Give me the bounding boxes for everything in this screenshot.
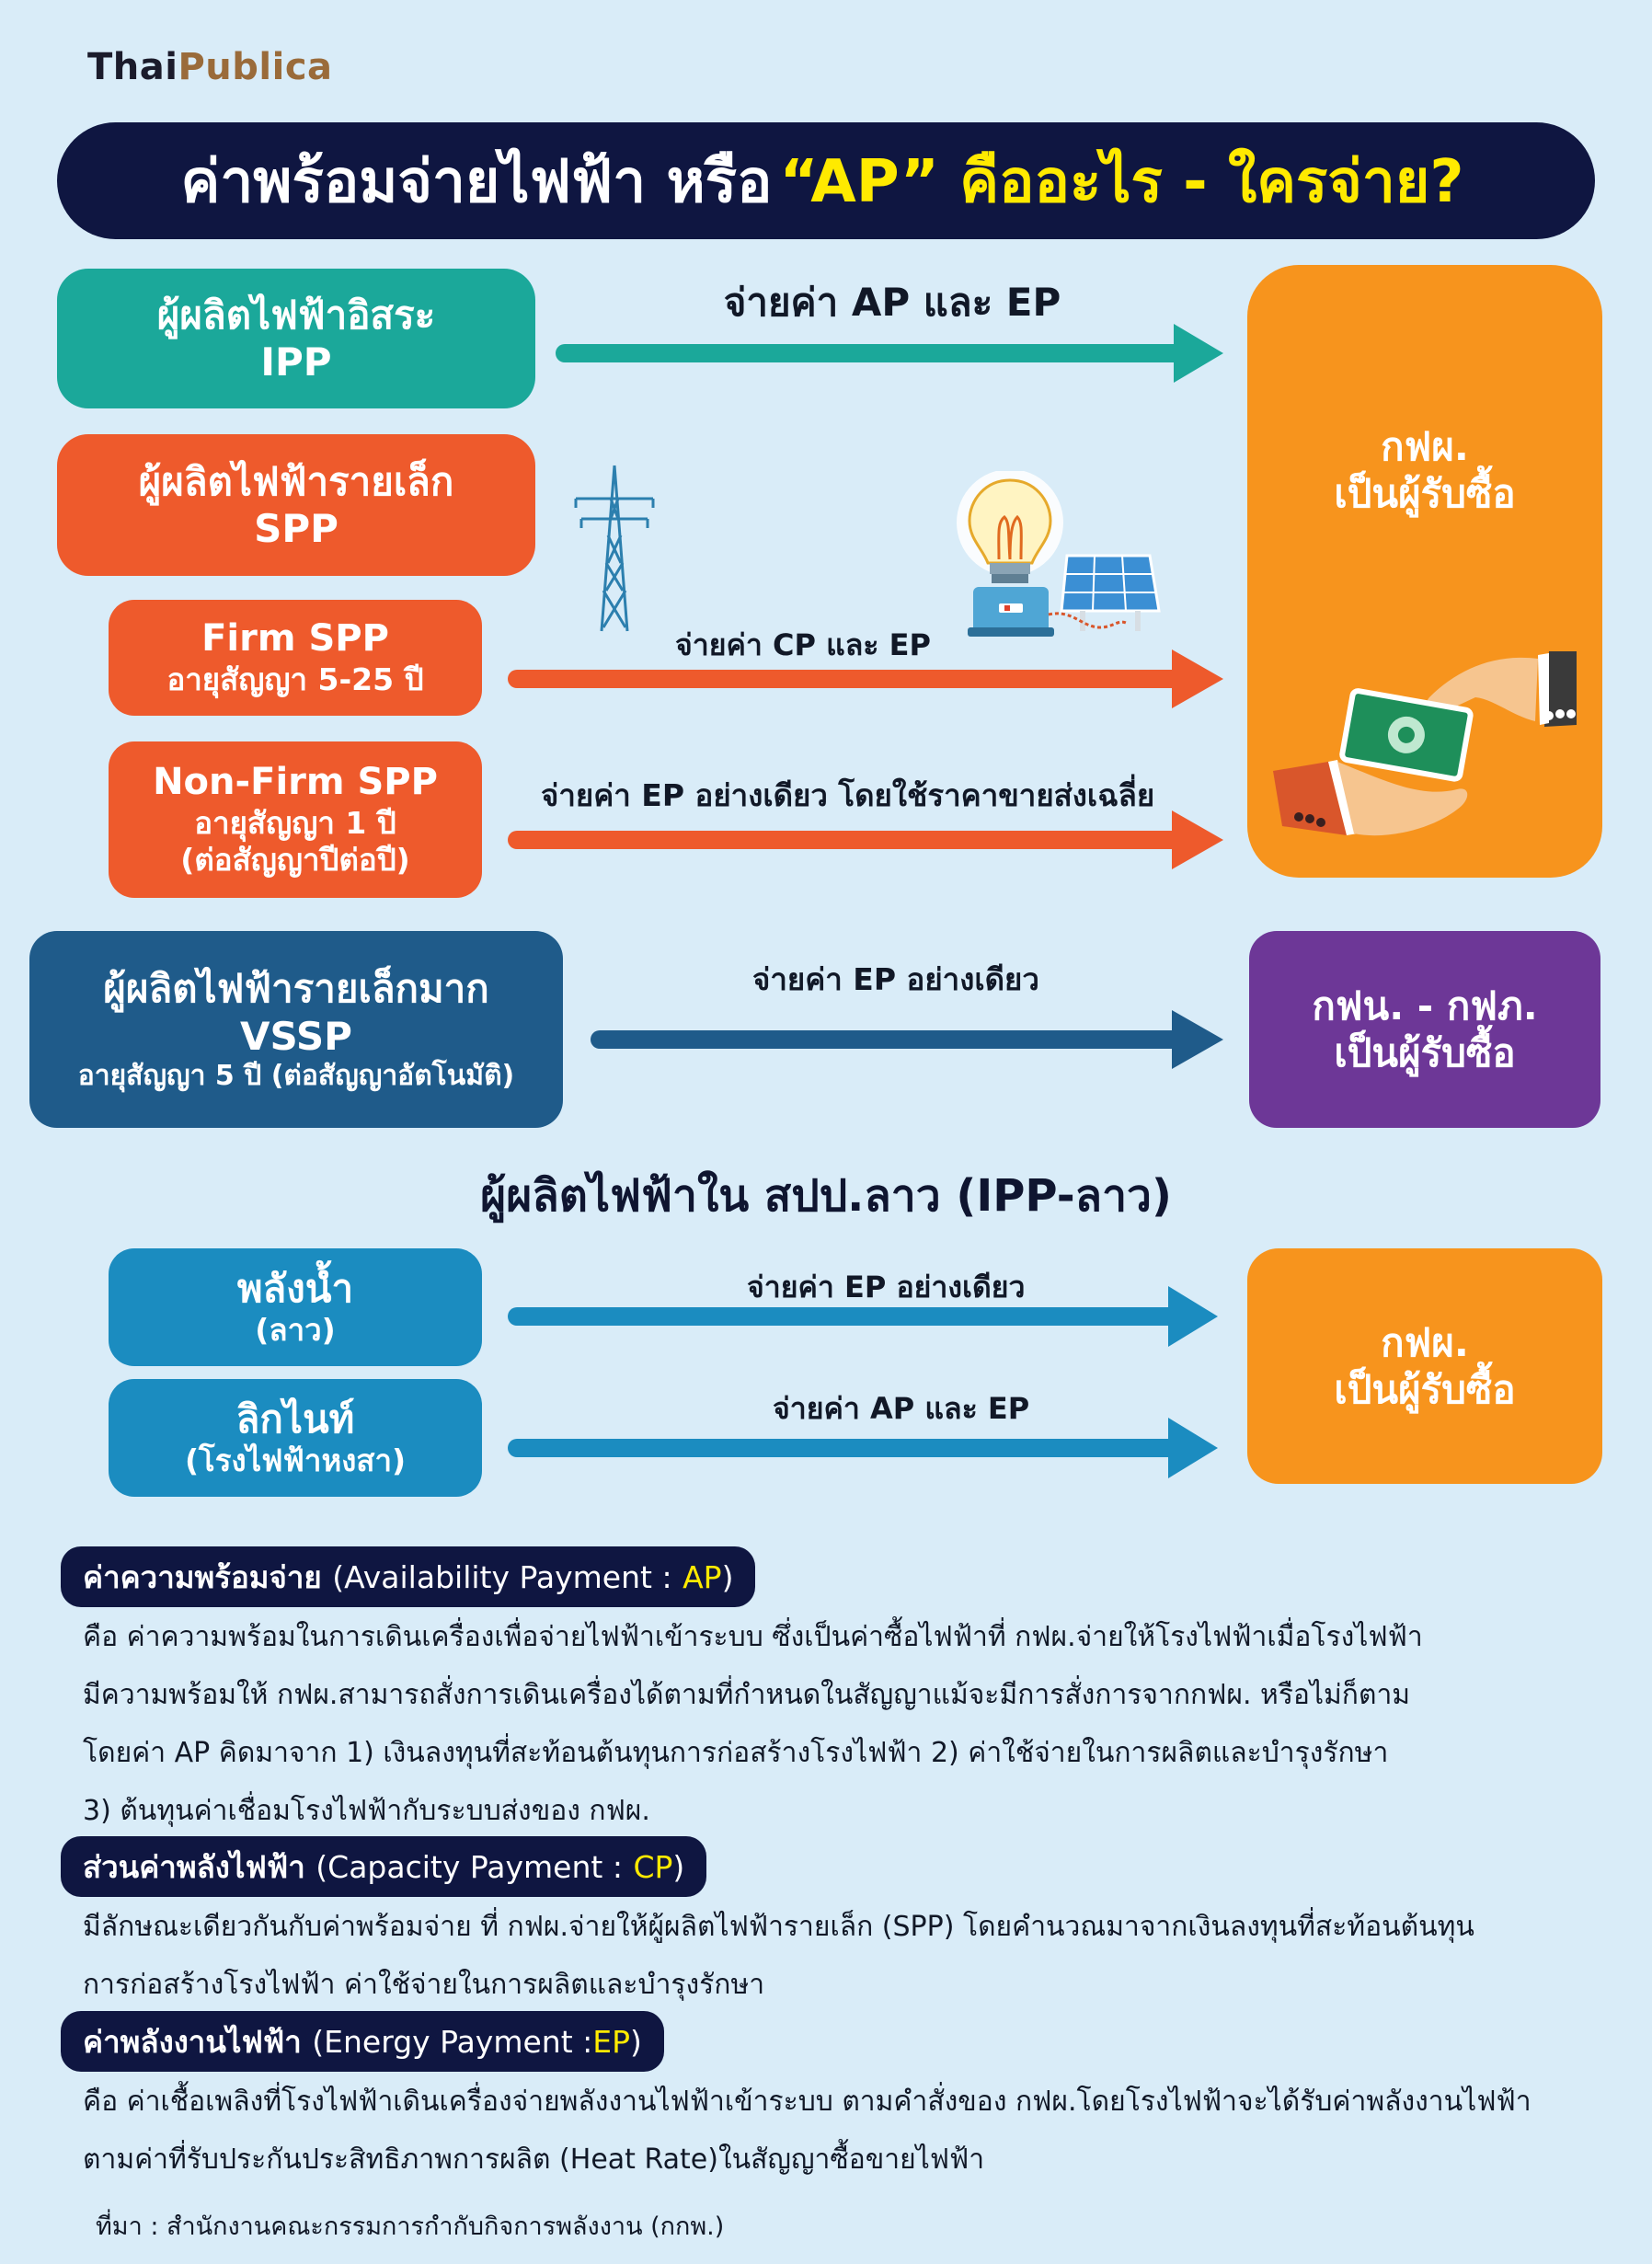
spp-code: SPP — [254, 506, 338, 551]
ap-line: คือ ค่าความพร้อมในการเดินเครื่องเพื่อจ่ายไฟฟ้าเข้าระบบ ซึ่งเป็นค่าซื้อไฟฟ้าที่ กฟผ.จ่ายให้โรงไฟฟ้าเมื่อโรงไฟฟ้า — [83, 1621, 1423, 1653]
ep-close-paren: ) — [630, 2023, 642, 2060]
title-text: ค่าพร้อมจ่ายไฟฟ้า หรือ — [180, 147, 773, 216]
ipp-label: ผู้ผลิตไฟฟ้าอิสระ — [156, 292, 436, 338]
spp-label: ผู้ผลิตไฟฟ้ารายเล็ก — [138, 458, 454, 504]
egat-role: เป็นผู้รับซื้อ — [1334, 471, 1516, 516]
lignite-arrow-label: จ่ายค่า AP และ EP — [773, 1391, 1030, 1426]
ep-english-term: (Energy Payment : — [312, 2023, 593, 2060]
ep-definition-title — [61, 2011, 664, 2072]
nonfirm-spp-label: Non-Firm SPP — [153, 761, 438, 804]
cp-close-paren: ) — [672, 1848, 685, 1885]
cp-line: การก่อสร้างโรงไฟฟ้า ค่าใช้จ่ายในการผลิตและบำรุงรักษา — [83, 1969, 765, 2001]
mea-pea-role: เป็นผู้รับซื้อ — [1334, 1030, 1516, 1075]
lignite-label: ลิกไนท์ — [235, 1396, 355, 1442]
nonfirm-spp-contract: อายุสัญญา 1 ปี — [194, 805, 396, 842]
ipp-arrow-label: จ่ายค่า AP และ EP — [723, 280, 1061, 325]
ap-abbr: AP — [683, 1558, 722, 1595]
cp-definition-text — [83, 1898, 1474, 2014]
lightbulb-solar-icon — [953, 471, 1164, 655]
hydro-location: (ลาว) — [255, 1312, 336, 1349]
ap-definition-text — [83, 1608, 1423, 1840]
cp-definition-title — [61, 1836, 706, 1897]
nonfirm-arrow-label: จ่ายค่า EP อย่างเดียว โดยใช้ราคาขายส่งเฉลี่ย — [541, 777, 1155, 813]
firm-arrow-label: จ่ายค่า CP และ EP — [675, 627, 931, 662]
vssp-arrow-label: จ่ายค่า EP อย่างเดียว — [752, 961, 1039, 997]
hydro-label: พลังน้ำ — [236, 1266, 354, 1312]
cp-thai-term: ส่วนค่าพลังไฟฟ้า — [83, 1848, 305, 1885]
ap-close-paren: ) — [721, 1558, 734, 1595]
egat-laos-role: เป็นผู้รับซื้อ — [1334, 1367, 1516, 1412]
ap-line: มีความพร้อมให้ กฟผ.สามารถสั่งการเดินเครื่องได้ตามที่กำหนดในสัญญาแม้จะมีการสั่งการจากกฟผ. หรือไม่ก็ตาม — [83, 1679, 1411, 1711]
ep-line: ตามค่าที่รับประกันประสิทธิภาพการผลิต (Heat Rate)ในสัญญาซื้อขายไฟฟ้า — [83, 2143, 985, 2176]
egat-laos-label: กฟผ. — [1381, 1319, 1469, 1365]
ap-line: 3) ต้นทุนค่าเชื่อมโรงไฟฟ้ากับระบบส่งของ กฟผ. — [83, 1795, 650, 1827]
hydro-arrow-label: จ่ายค่า EP อย่างเดียว — [747, 1270, 1026, 1304]
ep-definition-text — [83, 2073, 1532, 2189]
firm-spp-label: Firm SPP — [201, 617, 389, 661]
transmission-tower-icon — [568, 462, 660, 633]
lignite-laos-box — [109, 1379, 482, 1497]
cp-english-term: (Capacity Payment : — [315, 1848, 623, 1885]
nonfirm-spp-renewal: (ต่อสัญญาปีต่อปี) — [180, 842, 410, 879]
laos-section-heading: ผู้ผลิตไฟฟ้าใน สปป.ลาว (IPP-ลาว) — [480, 1170, 1172, 1222]
firm-spp-contract: อายุสัญญา 5-25 ปี — [166, 661, 424, 698]
ap-definition-title — [61, 1546, 755, 1607]
cp-abbr: CP — [633, 1848, 673, 1885]
ep-line: คือ ค่าเชื้อเพลิงที่โรงไฟฟ้าเดินเครื่องจ่ายพลังงานไฟฟ้าเข้าระบบ ตามคำสั่งของ กฟผ.โดยโรงไฟฟ้าจะได้รับค่าพลังงานไฟฟ้า — [83, 2086, 1532, 2118]
hydro-laos-box — [109, 1248, 482, 1366]
ep-thai-term: ค่าพลังงานไฟฟ้า — [83, 2023, 302, 2060]
ipp-code: IPP — [260, 339, 332, 385]
ap-english-term: (Availability Payment : — [332, 1558, 672, 1595]
source-note: ที่มา : สำนักงานคณะกรรมการกำกับกิจการพลังงาน (กกพ.) — [96, 2212, 725, 2241]
vssp-code: VSSP — [240, 1013, 352, 1059]
mea-pea-label: กฟน. - กฟภ. — [1312, 983, 1538, 1029]
ap-thai-term: ค่าความพร้อมจ่าย — [83, 1558, 322, 1595]
cp-line: มีลักษณะเดียวกันกับค่าพร้อมจ่าย ที่ กฟผ.จ่ายให้ผู้ผลิตไฟฟ้ารายเล็ก (SPP) โดยคำนวณมาจากเงินลงทุนที่สะท้อนต้นทุน — [83, 1911, 1474, 1943]
logo-part-publica: Publica — [178, 46, 333, 88]
arrow-vssp — [591, 1010, 1223, 1069]
vssp-label: ผู้ผลิตไฟฟ้ารายเล็กมาก — [103, 966, 489, 1012]
ep-abbr: EP — [592, 2023, 631, 2060]
egat-label: กฟผ. — [1381, 423, 1469, 469]
logo-part-thai: Thai — [87, 46, 178, 88]
ap-line: โดยค่า AP คิดมาจาก 1) เงินลงทุนที่สะท้อนต้นทุนการก่อสร้างโรงไฟฟ้า 2) ค่าใช้จ่ายในการผลิตและบำรุงรักษา — [83, 1737, 1389, 1769]
vssp-contract: อายุสัญญา 5 ปี (ต่อสัญญาอัตโนมัติ) — [77, 1059, 515, 1092]
title-highlight: “AP” คืออะไร - ใครจ่าย? — [779, 147, 1464, 216]
lignite-plant: (โรงไฟฟ้าหงสา) — [184, 1442, 407, 1479]
